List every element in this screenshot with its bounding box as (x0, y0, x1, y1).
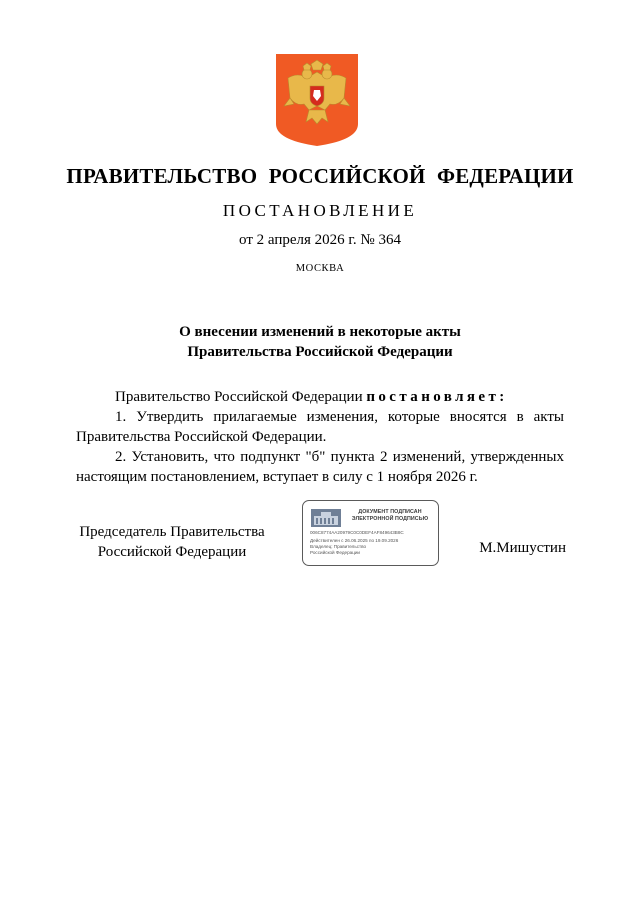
subject-line-1: О внесении изменений в некоторые акты (179, 324, 461, 340)
stamp-owner: Владелец: Правительство Российской Федерации (310, 544, 367, 555)
city-label: МОСКВА (295, 263, 345, 274)
paragraph-2: 2. Установить, что подпункт "б" пункта 2 изменений, утвержденных настоящим постановлением, вступает в силу с 1 ноября 2026 г. (76, 449, 564, 485)
paragraph-1: 1. Утвердить прилагаемые изменения, которые вносятся в акты Правительства Российской Федерации. (76, 409, 564, 445)
signer-position-line-2: Российской Федерации (97, 544, 247, 560)
government-title: ПРАВИТЕЛЬСТВО РОССИЙСКОЙ ФЕДЕРАЦИИ (66, 164, 574, 188)
document-body (76, 387, 564, 487)
government-building-icon (311, 509, 341, 527)
subject-line-2: Правительства Российской Федерации (187, 344, 453, 360)
document-date-number: от 2 апреля 2026 г. № 364 (239, 232, 401, 248)
signer-position (62, 522, 282, 562)
document-type: ПОСТАНОВЛЕНИЕ (222, 201, 418, 220)
stamp-certificate: 006C8774AA20979C0C0DEF4AF849643B8C (310, 530, 404, 535)
document-subject (0, 322, 640, 362)
intro-emphasis: постановляет: (366, 389, 508, 405)
electronic-signature-stamp (302, 500, 439, 566)
signer-name: М.Мишустин (479, 540, 566, 556)
stamp-title (343, 509, 437, 523)
stamp-title-line-1: ДОКУМЕНТ ПОДПИСАН (358, 509, 422, 515)
coat-of-arms-emblem (276, 54, 358, 146)
stamp-title-line-2: ЭЛЕКТРОННОЙ ПОДПИСЬЮ (351, 516, 429, 522)
stamp-validity: Действителен с 26.06.2025 по 19.09.2026 (310, 538, 399, 543)
intro-paragraph (76, 387, 564, 407)
signer-position-line-1: Председатель Правительства (79, 524, 265, 540)
intro-text: Правительство Российской Федерации (115, 389, 367, 405)
